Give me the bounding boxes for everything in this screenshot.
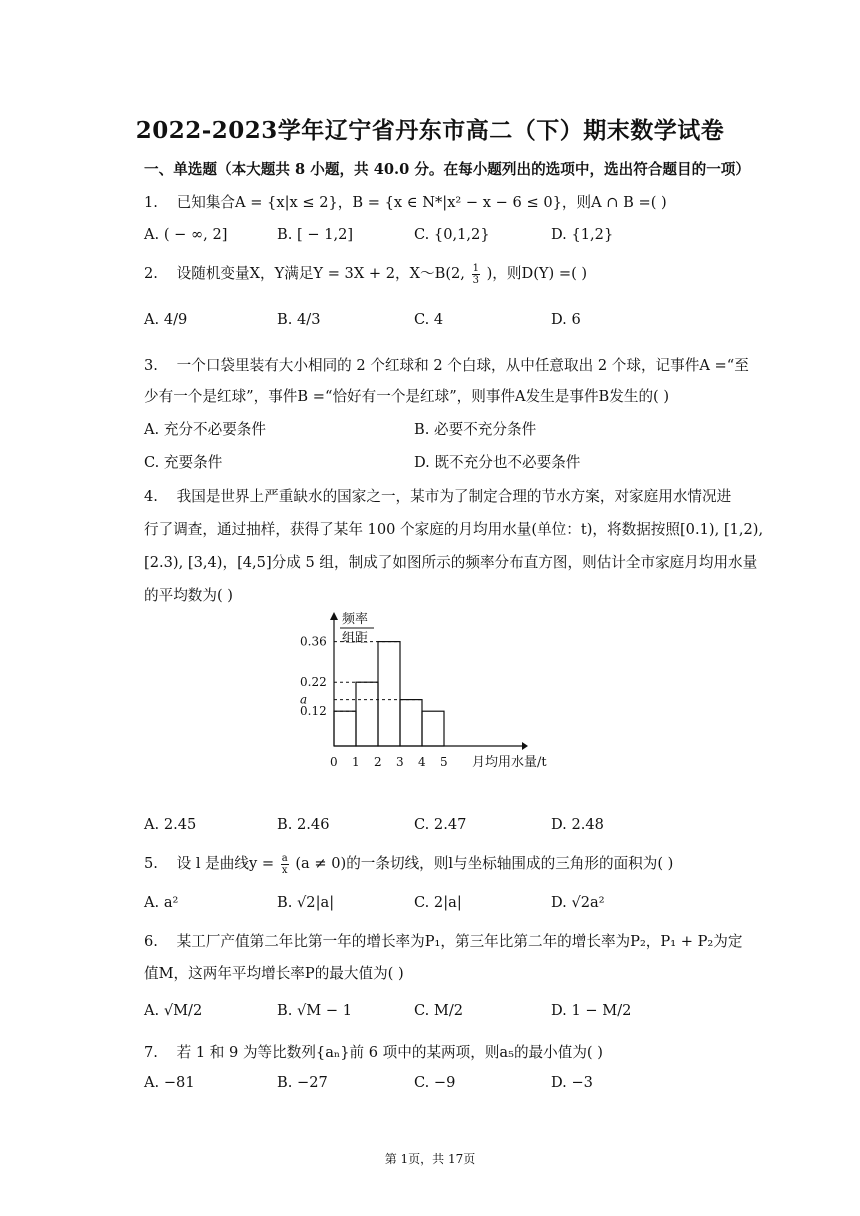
x-tick-label: 3 [396,755,404,769]
histogram-bar [422,711,444,746]
denominator: x [281,864,288,876]
question-number: 7. [144,1044,158,1061]
option-c: C. 充要条件 [144,454,223,471]
option-d: D. {1,2} [551,226,614,243]
question-text-tail: )，则D(Y) =( ) [486,265,588,282]
option-a: A. 2.45 [144,816,197,833]
question-6-line-2: 值M，这两年平均增长率P的最大值为( ) [144,965,404,982]
question-number: 6. [144,933,158,950]
x-tick-label: 0 [330,755,338,769]
option-a: A. √M/2 [144,1002,203,1019]
frequency-histogram [296,606,547,776]
question-text: 已知集合A = {x|x ≤ 2}，B = {x ∈ N*|x² − x − 6 ≤ 0}，则A ∩ B =( ) [176,194,667,211]
option-d: D. 6 [551,311,581,328]
question-text: 一个口袋里装有大小相同的 2 个红球和 2 个白球，从中任意取出 2 个球，记事件A =“至 [176,357,749,374]
y-tick-label: 0.22 [300,675,327,690]
histogram-bar [378,642,400,746]
question-number: 2. [144,265,158,282]
x-axis-label: 月均用水量/t [472,755,547,770]
option-b: B. 2.46 [277,816,330,833]
option-a: A. 4/9 [144,311,188,328]
page-footer: 第 1页，共 17页 [384,1152,476,1166]
question-1 [144,191,764,212]
x-tick-label: 5 [440,755,448,769]
question-number: 5. [144,855,158,872]
denominator: 3 [472,274,479,286]
question-4 [144,485,764,506]
numerator: 1 [472,262,479,274]
y-axis-label-bottom: 组距 [342,631,369,646]
x-tick-label: 4 [418,755,426,769]
option-c: C. 2|a| [414,894,462,911]
option-c: C. 2.47 [414,816,467,833]
question-text: 设 l 是曲线y = [176,855,275,872]
option-d: D. √2a² [551,894,605,911]
question-4-line-4: 的平均数为( ) [144,587,233,604]
option-a: A. ( − ∞, 2] [144,226,228,243]
y-tick-label: 0.36 [300,634,327,649]
option-d: D. 2.48 [551,816,604,833]
question-5 [144,852,764,876]
section-heading: 一、单选题（本大题共 8 小题，共 40.0 分。在每小题列出的选项中，选出符合题目的一项） [144,161,750,178]
option-b: B. √M − 1 [277,1002,353,1019]
option-c: C. M/2 [414,1002,464,1019]
y-axis-arrow [330,612,338,620]
question-7 [144,1041,764,1062]
option-a: A. 充分不必要条件 [144,421,266,438]
question-4-line-3: [2.3), [3,4)，[4,5]分成 5 组，制成了如图所示的频率分布直方图，则估计全市家庭月均用水量 [144,554,758,571]
x-tick-label: 1 [352,755,360,769]
histogram-bar [334,711,356,746]
option-c: C. −9 [414,1074,456,1091]
question-6 [144,930,764,951]
x-tick-label: 2 [374,755,382,769]
x-axis-arrow [522,742,528,750]
question-3 [144,354,764,375]
option-b: B. 必要不充分条件 [414,421,537,438]
question-4-line-2: 行了调查，通过抽样，获得了某年 100 个家庭的月均用水量(单位：t)，将数据按照[0.1), [1,2), [144,521,764,538]
question-3-line-2: 少有一个是红球”，事件B =“恰好有一个是红球”，则事件A发生是事件B发生的( ) [144,388,670,405]
option-b: B. √2|a| [277,894,335,911]
option-d: D. 既不充分也不必要条件 [414,454,581,471]
question-number: 3. [144,357,158,374]
y-tick-label: a [300,692,308,707]
histogram-bar [400,700,422,746]
y-axis-label-top: 频率 [342,612,369,627]
option-a: A. a² [144,894,179,911]
histogram-bar [356,682,378,746]
option-b: B. 4/3 [277,311,321,328]
option-b: B. [ − 1,2] [277,226,354,243]
page-title: 2022-2023学年辽宁省丹东市高二（下）期末数学试卷 [135,117,725,144]
fraction [472,263,480,286]
question-2 [144,262,764,286]
question-number: 1. [144,194,158,211]
option-d: D. −3 [551,1074,593,1091]
y-tick-label: 0.12 [300,704,327,719]
question-text: 我国是世界上严重缺水的国家之一，某市为了制定合理的节水方案，对家庭用水情况进 [176,488,732,505]
question-text-tail: (a ≠ 0)的一条切线，则l与坐标轴围成的三角形的面积为( ) [295,855,674,872]
option-c: C. {0,1,2} [414,226,490,243]
numerator: a [281,852,288,864]
option-d: D. 1 − M/2 [551,1002,632,1019]
question-number: 4. [144,488,158,505]
option-a: A. −81 [144,1074,195,1091]
option-c: C. 4 [414,311,444,328]
question-text: 若 1 和 9 为等比数列{aₙ}前 6 项中的某两项，则a₅的最小值为( ) [176,1044,603,1061]
question-text: 某工厂产值第二年比第一年的增长率为P₁，第三年比第二年的增长率为P₂，P₁ + P₂为定 [176,933,743,950]
fraction [281,853,289,876]
question-text: 设随机变量X，Y满足Y = 3X + 2，X～B(2, [176,265,465,282]
option-b: B. −27 [277,1074,328,1091]
